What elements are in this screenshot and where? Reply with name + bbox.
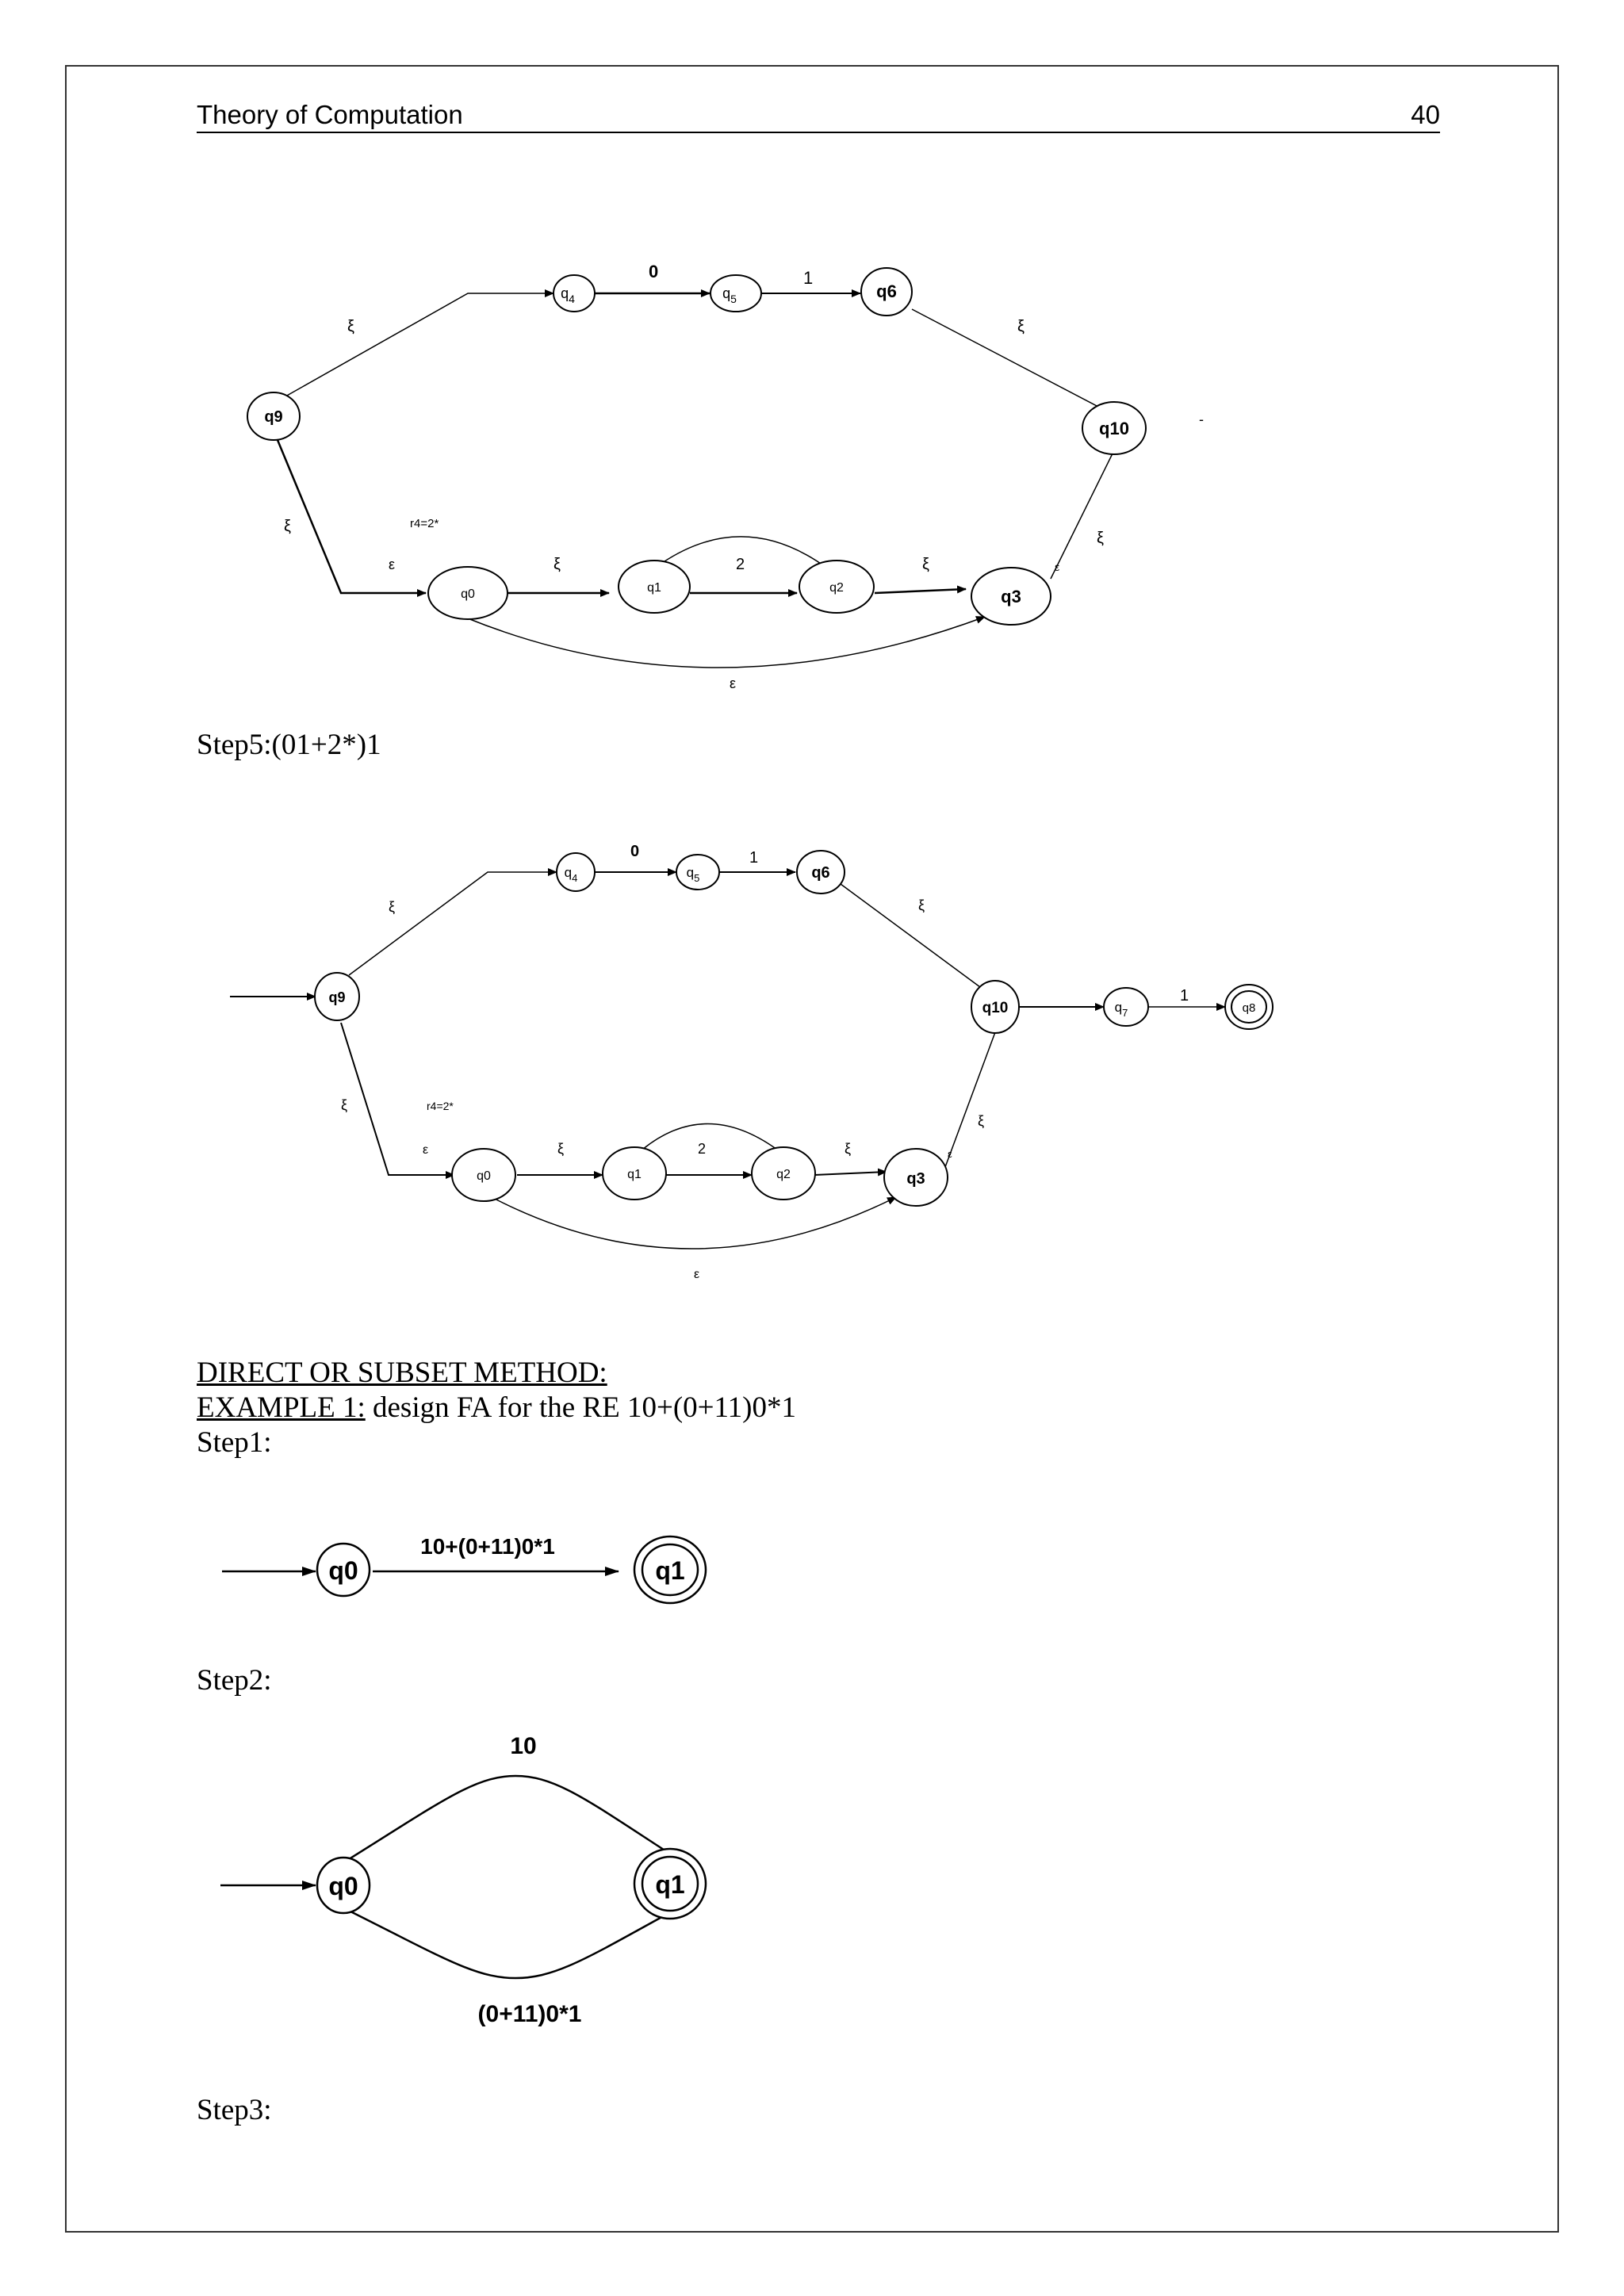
edge-bottom: [349, 1911, 666, 1978]
label-q8: q8: [1242, 1001, 1256, 1015]
example-label: EXAMPLE 1:: [197, 1391, 366, 1424]
edge-label-q2-q3: ξ: [922, 556, 929, 573]
label-q0: q0: [461, 587, 475, 601]
edge-label-q0-q3: ε: [694, 1268, 700, 1281]
edge-label-q9-q4: ξ: [347, 318, 354, 335]
edge-label-q4-q5: 0: [649, 262, 659, 281]
edge-label-q3-q10: ξ: [1097, 530, 1104, 547]
label-q4: $q_4$: [561, 285, 575, 305]
label-q10: q10: [1099, 419, 1129, 438]
label-q1: q1: [627, 1168, 642, 1181]
edge-label-q9-q0: ξ: [284, 518, 291, 535]
edge-label-q3-small: ε: [1055, 561, 1060, 573]
label-q2: q2: [776, 1168, 791, 1181]
header-title: Theory of Computation: [197, 100, 463, 129]
label-q2: q2: [829, 581, 844, 595]
note-r4: r4=2*: [427, 1100, 454, 1112]
edge-label-q1-q2: 2: [698, 1141, 707, 1157]
label-q1: q1: [655, 1870, 685, 1899]
label-q5: $q_5$: [722, 285, 737, 305]
edge-label-q9-q4: ξ: [389, 899, 396, 915]
edge-top: [349, 1776, 666, 1859]
edge-label-q4-q5: 0: [630, 843, 640, 860]
label-q4: $q_4$: [564, 865, 578, 884]
edge-label-q0-q1: ξ: [553, 556, 561, 573]
edge-label-q5-q6: 1: [749, 849, 759, 867]
edge-label-q9-q0-eps: ε: [423, 1143, 429, 1157]
edge-label-q5-q6: 1: [803, 268, 814, 288]
edge-label-q9-q0: ξ: [341, 1097, 348, 1113]
example-text: design FA for the RE 10+(0+11)0*1: [365, 1391, 796, 1424]
section-heading: DIRECT OR SUBSET METHOD:: [197, 1357, 607, 1389]
edge-label-q7-q8: 1: [1180, 987, 1189, 1004]
step2-label: Step2:: [197, 1664, 272, 1697]
label-q0: q0: [328, 1872, 358, 1900]
dot-mark: -: [1199, 411, 1204, 427]
edge-label-q3-small: ε: [948, 1148, 952, 1160]
label-q3: q3: [906, 1170, 925, 1188]
label-q9: q9: [328, 989, 346, 1005]
label-q1: q1: [647, 581, 661, 595]
edge-label-top: 10: [510, 1733, 537, 1759]
step3-label: Step3:: [197, 2094, 272, 2126]
edge-label-q0-q1: ξ: [557, 1141, 565, 1157]
edge-label-bottom: (0+11)0*1: [477, 2001, 582, 2027]
edge-label-q6-q10: ξ: [918, 897, 925, 913]
edge-label-q2-q3: ξ: [845, 1141, 852, 1157]
label-q10: q10: [982, 1000, 1009, 1016]
step5-text: Step5:(01+2*)1: [197, 729, 381, 761]
edge-label-q3-q10: ξ: [978, 1113, 985, 1129]
label-q6: q6: [811, 864, 830, 882]
label-q0: q0: [328, 1556, 358, 1585]
label-q0: q0: [477, 1169, 491, 1183]
label-q1: q1: [655, 1556, 685, 1585]
edge-label-q1-q2: 2: [736, 556, 745, 573]
label-q3: q3: [1001, 587, 1021, 607]
label-q5: $q_5$: [686, 865, 700, 884]
label-q6: q6: [876, 281, 897, 301]
note-r4: r4=2*: [410, 517, 439, 530]
edge-label-q6-q10: ξ: [1017, 318, 1025, 335]
page-number: 40: [1411, 100, 1440, 129]
edge-label: 10+(0+11)0*1: [420, 1534, 555, 1559]
label-q9: q9: [264, 408, 283, 426]
edge-label-q9-q0-eps: ε: [389, 557, 396, 572]
step1-label: Step1:: [197, 1426, 272, 1459]
edge-label-q0-q3: ε: [730, 675, 737, 691]
label-q7: $q_7$: [1114, 1000, 1128, 1019]
